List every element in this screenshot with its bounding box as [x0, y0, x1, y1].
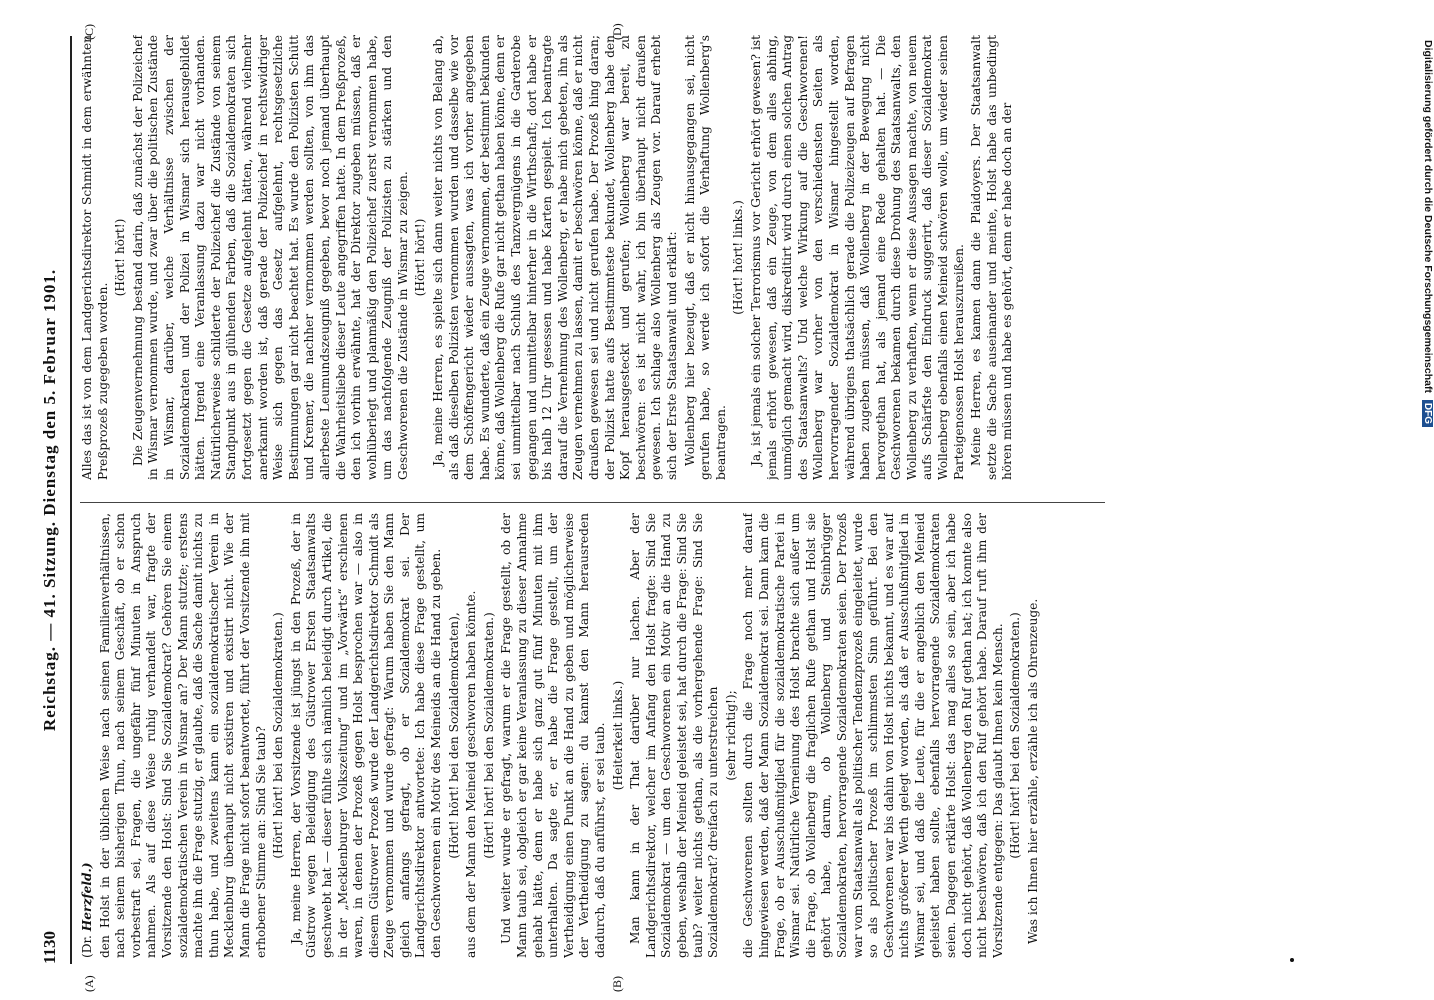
paragraph: Die Zeugenvernehmung bestand darin, daß zunächst der Polizeichef in Wismar vernommen wurde, und zwar über die politischen Zustände in Wismar, darüber, welche Verhältnisse zwischen der Sozialdemokraten und der Polizei in Wismar sich herausgebildet hätten. Irgend eine Veranlassung dazu war nicht vorhanden. Natürlicherweise schilderte der Polizeichef die Zustände von seinem Standpunkt aus in glühenden Farben, daß die Sozialdemokraten sich fortgesetzt gegen die Gesetze aufgelehnt hätten, während vielmehr anerkannt worden ist, daß gerade der Polizeichef in rechtswidriger Weise sich gegen das Gesetz aufgelehnt, rechtsgesetzliche Bestimmungen gar nicht beachtet hat. Es wurde den Polizisten Schütt und Kremer, die nachher vernommen werden sollten, von ihm das allerbeste Leumundszeugniß gegeben, bevor noch jemand überhaupt die Wahrheitsliebe dieser Leute angegriffen hatte. In dem Preßprozeß, den ich vorhin erwähnte, hat der Direktor zugeben müssen, daß er wohlüberlegt und planmäßig den Polizeichef zuerst vernommen habe, um das nachfolgende Zeugniß der Polizisten zu stärken und den Geschworenen die Zustände in Wismar zu zeigen.: [130, 35, 410, 480]
interjection: (Hört! hört!): [413, 218, 428, 297]
speaker-prefix: (Dr.: [80, 935, 94, 958]
interjection: (Hört! hört! bei den Sozialdemokraten.): [481, 612, 496, 859]
running-header: [40, 36, 68, 964]
interjection: (Hört! hört! bei den Sozialdemokraten.): [271, 612, 286, 859]
paragraph: Meine Herren, es kamen dann die Plaidoyers. Der Staatsanwalt setzte die Sache auseinander und meinte, Holst habe das unbedingt hören müssen und habe es gehört, denn er habe doch an der: [969, 35, 1015, 480]
page-number: 1130: [40, 930, 59, 964]
interjection: (Hört! hört! bei den Sozialdemokraten.): [1008, 612, 1023, 859]
digitization-credit: [1412, 0, 1434, 1000]
paragraph: Was ich Ihnen hier erzähle, erzähle ich als Ohrenzeuge.: [1026, 598, 1041, 944]
margin-marker-c: (C): [82, 24, 96, 40]
speaker-line: [80, 513, 96, 958]
paragraph: Ja, ist jemals ein solcher Terrorismus vor Gericht erhört gewesen? ist jemals erhört gewesen, daß ein Zeuge, von dem alles abhing, unmöglich gemacht wird, diskreditirt wird durch einen solchen Antrag des Staatsanwalts? Und welche Wirkung auf die Geschworenen! Wollenberg war vorher von den verschiedensten Seiten als hervorragender Sozialdemokrat in Wismar hingestellt worden, während übrigens thatsächlich gerade die Polizeizeugen auf Befragen haben zugeben müssen, daß Wollenberg in der Bewegung nicht hervorgethan hat, als jemand eine Rede gehalten hat. — Die Geschworenen bekamen durch diese Drohung des Staatsanwalts, den Wollenberg zu verhaften, wenn er diese Aussagen machte, von neuem aufs Schärfste den Eindruck suggerirt, daß dieser Sozialdemokrat Wollenberg ebenfalls einen Meineid schwören wolle, um wieder seinen Parteigenossen Holst herauszureißen.: [748, 35, 966, 480]
running-title: Reichstag. — 41. Sitzung. Dienstag den 5. Februar 1901.: [40, 268, 59, 732]
interjection: (Hört! hört! links.): [731, 200, 746, 315]
paragraph: Ja, meine Herren, es spielte sich dann weiter nichts von Belang ab, als daß dieselben Polizisten vernommen wurden und dasselbe wie vor dem Schöffengericht wieder aussagten, was ich vorher angegeben habe. Es wunderte, daß ein Zeuge vernommen, der bestimmt bekunden könne, daß Wollenberg die Rufe gar nicht gethan haben könne, denn er sei unmittelbar nach Schluß des Tanzvergnügens in die Garderobe gegangen und unmittelbar hinterher in die Wirthschaft; dort habe er bis halb 12 Uhr gesessen und habe Karten gespielt. Ich beantragte darauf die Vernehmung des Wollenberg, er habe mich gebeten, ihn als Zeugen vernehmen zu lassen, damit er beschwören könne, daß er nicht draußen gewesen sei und nicht gerufen habe. Der Prozeß hing daran; der Polizist hatte aufs Bestimmteste bekundet, Wollenberg habe den Kopf herausgesteckt und gerufen; Wollenberg war bereit, zu beschwören: es ist nicht wahr, ich bin überhaupt nicht draußen gewesen. Ich schlage also Wollenberg als Zeugen vor. Darauf erhebt sich der Erste Staatsanwalt und erklärt:: [431, 35, 679, 480]
paragraph: Wollenberg hier bezeugt, daß er nicht hinausgegangen sei, nicht gerufen habe, so werde ich sofort die Verhaftung Wollenberg's beantragen.: [682, 35, 728, 480]
right-column: [80, 35, 1110, 480]
paragraph: den Holst in der üblichen Weise nach seinen Familienverhältnissen, nach seinem bisherigen Thun, nach seinem Geschäft, ob er schon vorbestraft sei, Fragen, die ungefähr fünf Minuten in Anspruch nahmen. Als auf diese Weise ruhig verhandelt war, fragte der Vorsitzende den Holst: Sind Sie Sozialdemokrat? Gehören Sie einem sozialdemokratischen Verein in Wismar an? Der Mann stutzte; erstens machte ihn die Frage stutzig, er glaubte, daß die Sache damit nichts zu thun habe, und zweitens kann ein sozialdemokratischer Verein in Mecklenburg überhaupt nicht existiren und existirt nicht. Wie der Mann die Frage nicht sofort beantwortet, führt der Vorsitzende ihn mit erhobener Stimme an: Sind Sie taub?: [97, 513, 268, 958]
margin-marker-d: (D): [610, 23, 624, 40]
interjection: (Hört! hört! bei den Sozialdemokraten),: [446, 612, 461, 859]
dfg-logo: DFG: [1422, 400, 1433, 427]
paragraph: Ja, meine Herren, der Vorsitzende ist jüngst in den Prozeß, der in Güstrow wegen Beleidigung des Güstrower Ersten Staatsanwalts geschwebt hat — dieser fühlte sich nämlich beleidigt durch Artikel, die in der „Mecklenburger Volkszeitung“ und im „Vorwärts“ erschienen waren, in denen der Prozeß gegen Holst besprochen war — also in diesem Güstrower Prozeß wurde der Landgerichtsdirektor Schmidt als Zeuge vernommen und wurde gefragt: Warum haben Sie den Mann gleich anfangs gefragt, ob er Sozialdemokrat sei. Der Landgerichtsdirektor antwortete: Ich habe diese Frage gestellt, um den Geschworenen ein Motiv des Meineids an die Hand zu geben.: [288, 513, 444, 958]
paragraph: aus dem der Mann den Meineid geschworen haben könnte.: [464, 590, 479, 958]
column-divider: [80, 502, 1105, 503]
header-rule: [70, 36, 72, 964]
credit-line: [1414, 40, 1434, 600]
credit-text: Digitalisierung gefördert durch die Deutsche Forschungsgemeinschaft: [1422, 40, 1434, 393]
paragraph: Alles das ist von dem Landgerichtsdirektor Schmidt in dem erwähnten Preßprozeß zugegeben worden.: [80, 35, 110, 480]
paragraph: die Geschworenen sollten durch die Frage noch mehr darauf hingewiesen werden, daß der Mann Sozialdemokrat sei. Dann kam die Frage, ob er Ausschußmitglied für die sozialdemokratische Partei in Wismar sei. Natürliche Verneinung des Holst brachte sich außer um die Frage, ob Wollenberg die fraglichen Rufe gethan und Holst sie gehört habe, darum, ob Wollenberg und Steinbrügger Sozialdemokraten, hervorragende Sozialdemokraten seien. Der Prozeß war vom Staatsanwalt als politischer Tendenzprozeß eingeleitet, wurde so als politischer Prozeß im schlimmsten Sinn geführt. Bei den Geschworenen war bis dahin von Holst nichts bekannt, und es war auf nichts größerer Werth gelegt worden, als daß er Ausschußmitglied in Wismar sei, und daß die Leute, für die er angeblich den Meineid geleistet haben sollte, ebenfalls hervorragende Sozialdemokraten seien. Dagegen erklärte Holst: das mag alles so sein, aber ich habe doch nicht gehört, daß Wollenberg den Ruf gethan hat; ich konnte also nicht beschwören, daß ich den Ruf gehört habe. Darauf ruft ihm der Vorsitzende entgegen: Das glaubt Ihnen kein Mensch.: [741, 513, 1005, 958]
paragraph: Und weiter wurde er gefragt, warum er die Frage gestellt, ob der Mann taub sei, obgleich er gar keine Veranlassung zu dieser Annahme gehabt hätte, denn er habe sich ganz gut fünf Minuten mit ihm unterhalten. Da sagte er, er habe die Frage gestellt, um der Vertheidigung einen Punkt an die Hand zu geben und möglicherweise der Vertheidigung zu sagen: du kannst den Mann herausreden dadurch, daß du anführst, er sei taub.: [499, 513, 607, 958]
left-column: [80, 513, 1110, 958]
interjection: (sehr richtig!);: [723, 690, 738, 781]
interjection: (Hört! hört!): [113, 218, 128, 297]
margin-marker-a: (A): [82, 975, 96, 992]
paragraph: Man kann in der That darüber nur lachen. Aber der Landgerichtsdirektor, welcher im Anfang den Holst fragte: Sind Sie Sozialdemokrat — um den Geschworenen ein Motiv an die Hand zu geben, weshalb der Meineid geleistet sei, hat durch die Frage: Sind Sie taub? weiter nichts gethan, als die vorhergehende Frage: Sind Sie Sozialdemokrat? dreifach zu unterstreichen: [628, 513, 721, 958]
speaker-name: Herzfeld.): [80, 862, 94, 932]
margin-marker-b: (B): [610, 976, 624, 992]
interjection: (Heiterkeit links.): [610, 680, 625, 791]
speck-mark: [1290, 958, 1294, 962]
